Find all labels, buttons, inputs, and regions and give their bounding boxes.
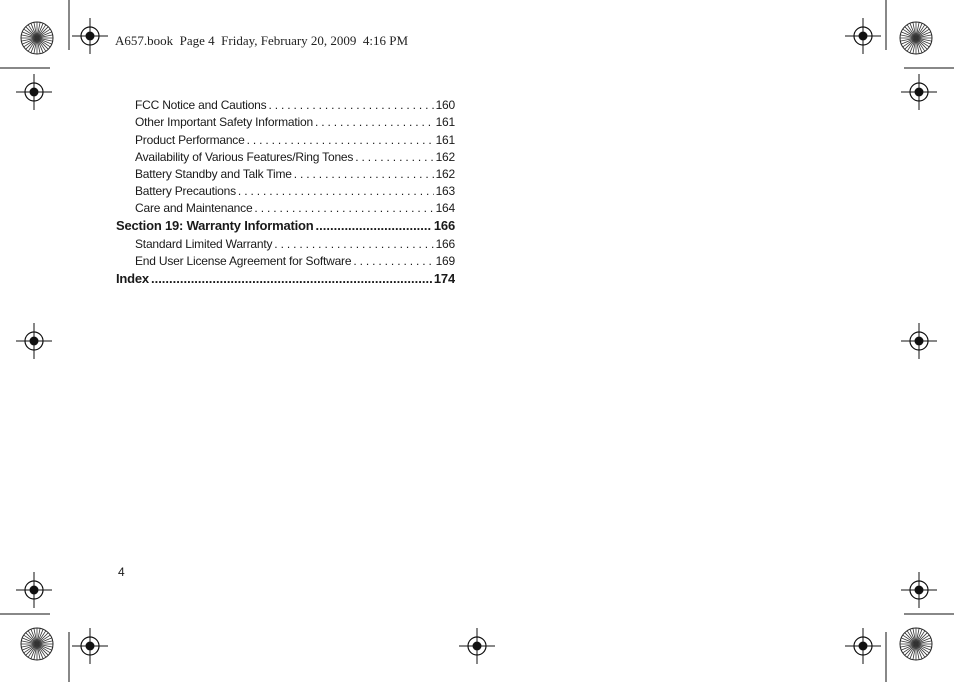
toc-dot-leader [355,150,433,164]
toc-entry[interactable] [135,133,455,147]
toc-dot-leader [353,254,433,268]
toc-entry-page: 160 [435,98,455,112]
toc-entry-page: 169 [435,254,455,268]
toc-dot-leader [316,218,432,233]
toc-entry[interactable] [135,167,455,181]
toc-entry-page: 166 [435,237,455,251]
toc-entry-page: 163 [435,184,455,198]
toc-entry[interactable] [135,254,455,268]
toc-dot-leader [268,98,433,112]
toc-dot-leader [274,237,433,251]
toc-entry-title: Availability of Various Features/Ring Tones [135,150,354,164]
toc-dot-leader [238,184,434,198]
toc-dot-leader [151,271,432,286]
toc-dot-leader [315,115,434,129]
toc-dot-leader [247,133,434,147]
toc-entry-title: FCC Notice and Cautions [135,98,267,112]
print-header: A657.book Page 4 Friday, February 20, 2009 4:16 PM [115,33,409,48]
toc-entry-page: 161 [435,115,455,129]
toc-entry-title: End User License Agreement for Software [135,254,352,268]
toc-entry[interactable] [135,115,455,129]
toc-entry[interactable] [135,150,455,164]
toc-entry[interactable] [135,98,455,112]
toc-entry-page: 162 [435,167,455,181]
toc-section-heading[interactable] [116,218,455,233]
toc-section-heading[interactable] [116,271,455,286]
toc-entry-title: Product Performance [135,133,245,147]
toc-entry[interactable] [135,237,455,251]
toc-entry-page: 164 [435,201,455,215]
toc-entry-title: Care and Maintenance [135,201,253,215]
toc-section-title: Index [116,271,149,286]
toc-entry-title: Battery Standby and Talk Time [135,167,292,181]
toc-section-page: 166 [433,218,455,233]
page-number: 4 [118,565,125,579]
toc-entry[interactable] [135,184,455,198]
toc-dot-leader [294,167,434,181]
toc-entry-title: Standard Limited Warranty [135,237,273,251]
toc-entry-page: 162 [435,150,455,164]
toc-section-title: Section 19: Warranty Information [116,218,314,233]
toc-section-page: 174 [433,271,455,286]
toc-entry-title: Other Important Safety Information [135,115,313,129]
toc-entry[interactable] [135,201,455,215]
toc-entry-page: 161 [435,133,455,147]
toc-entry-title: Battery Precautions [135,184,236,198]
toc-dot-leader [254,201,433,215]
